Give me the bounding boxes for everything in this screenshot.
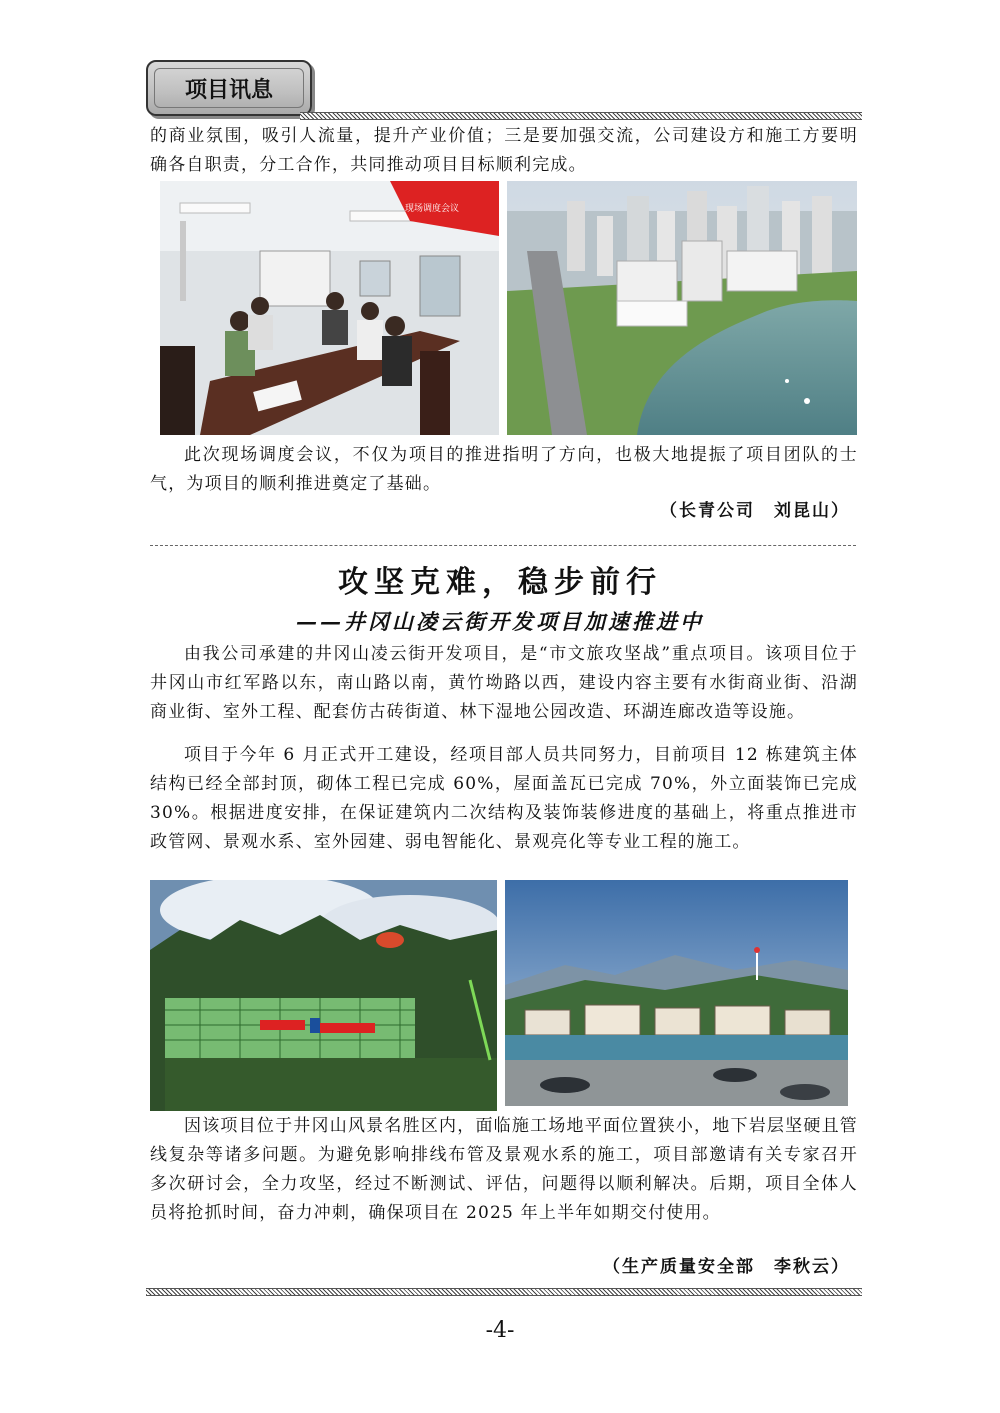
article2-paragraph-2: 项目于今年 6 月正式开工建设，经项目部人员共同努力，目前项目 12 栋建筑主体结构已经全部封顶，砌体工程已完成 60%，屋面盖瓦已完成 70%，外立面装饰已完成 30%。根据进度安排，在保证建筑内二次结构及装饰装修进度的基础上，将重点推进市政管网、景观水系、室外园建、弱电智能化、景观亮化等专业工程的施工。 bbox=[150, 745, 858, 852]
meeting-room-photo bbox=[160, 181, 499, 435]
meeting-banner-text: 现场调度会议 bbox=[405, 204, 460, 214]
article2-byline: （生产质量安全部 李秋云） bbox=[603, 1257, 850, 1277]
construction-site-photo bbox=[150, 880, 497, 1111]
waterfront-street-rendering bbox=[505, 880, 848, 1106]
footer-rule bbox=[146, 1288, 862, 1296]
lakeside-development-rendering bbox=[507, 181, 857, 435]
article2-title: 攻坚克难，稳步前行 bbox=[338, 565, 662, 600]
article2-paragraph-1: 由我公司承建的井冈山凌云街开发项目，是“市文旅攻坚战”重点项目。该项目位于井冈山市红军路以东，南山路以南，黄竹坳路以西，建设内容主要有水街商业街、沿湖商业街、室外工程、配套仿古砖街道、林下湿地公园改造、环湖连廊改造等设施。 bbox=[150, 644, 858, 722]
article2-paragraph-3: 因该项目位于井冈山风景名胜区内，面临施工场地平面位置狭小，地下岩层坚硬且管线复杂等诸多问题。为避免影响排线布管及景观水系的施工，项目部邀请有关专家召开多次研讨会，全力攻坚，经过不断测试、评估，问题得以顺利解决。后期，项目全体人员将抢抓时间，奋力冲刺，确保项目在 2025 年上半年如期交付使用。 bbox=[150, 1116, 858, 1223]
header-rule bbox=[300, 112, 862, 120]
article-divider bbox=[150, 545, 856, 546]
article1-byline: （长青公司 刘昆山） bbox=[660, 501, 850, 521]
section-tab bbox=[146, 60, 312, 116]
page-number: -4- bbox=[485, 1318, 515, 1343]
section-label: 项目讯息 bbox=[154, 68, 304, 108]
article1-paragraph-top: 的商业氛围，吸引人流量，提升产业价值；三是要加强交流，公司建设方和施工方要明确各自职责，分工合作，共同推动项目目标顺利完成。 bbox=[150, 126, 858, 175]
article2-subtitle: ——井冈山凌云街开发项目加速推进中 bbox=[296, 609, 704, 634]
article1-paragraph-closing: 此次现场调度会议，不仅为项目的推进指明了方向，也极大地提振了项目团队的士气，为项目的顺利推进奠定了基础。 bbox=[150, 445, 858, 494]
